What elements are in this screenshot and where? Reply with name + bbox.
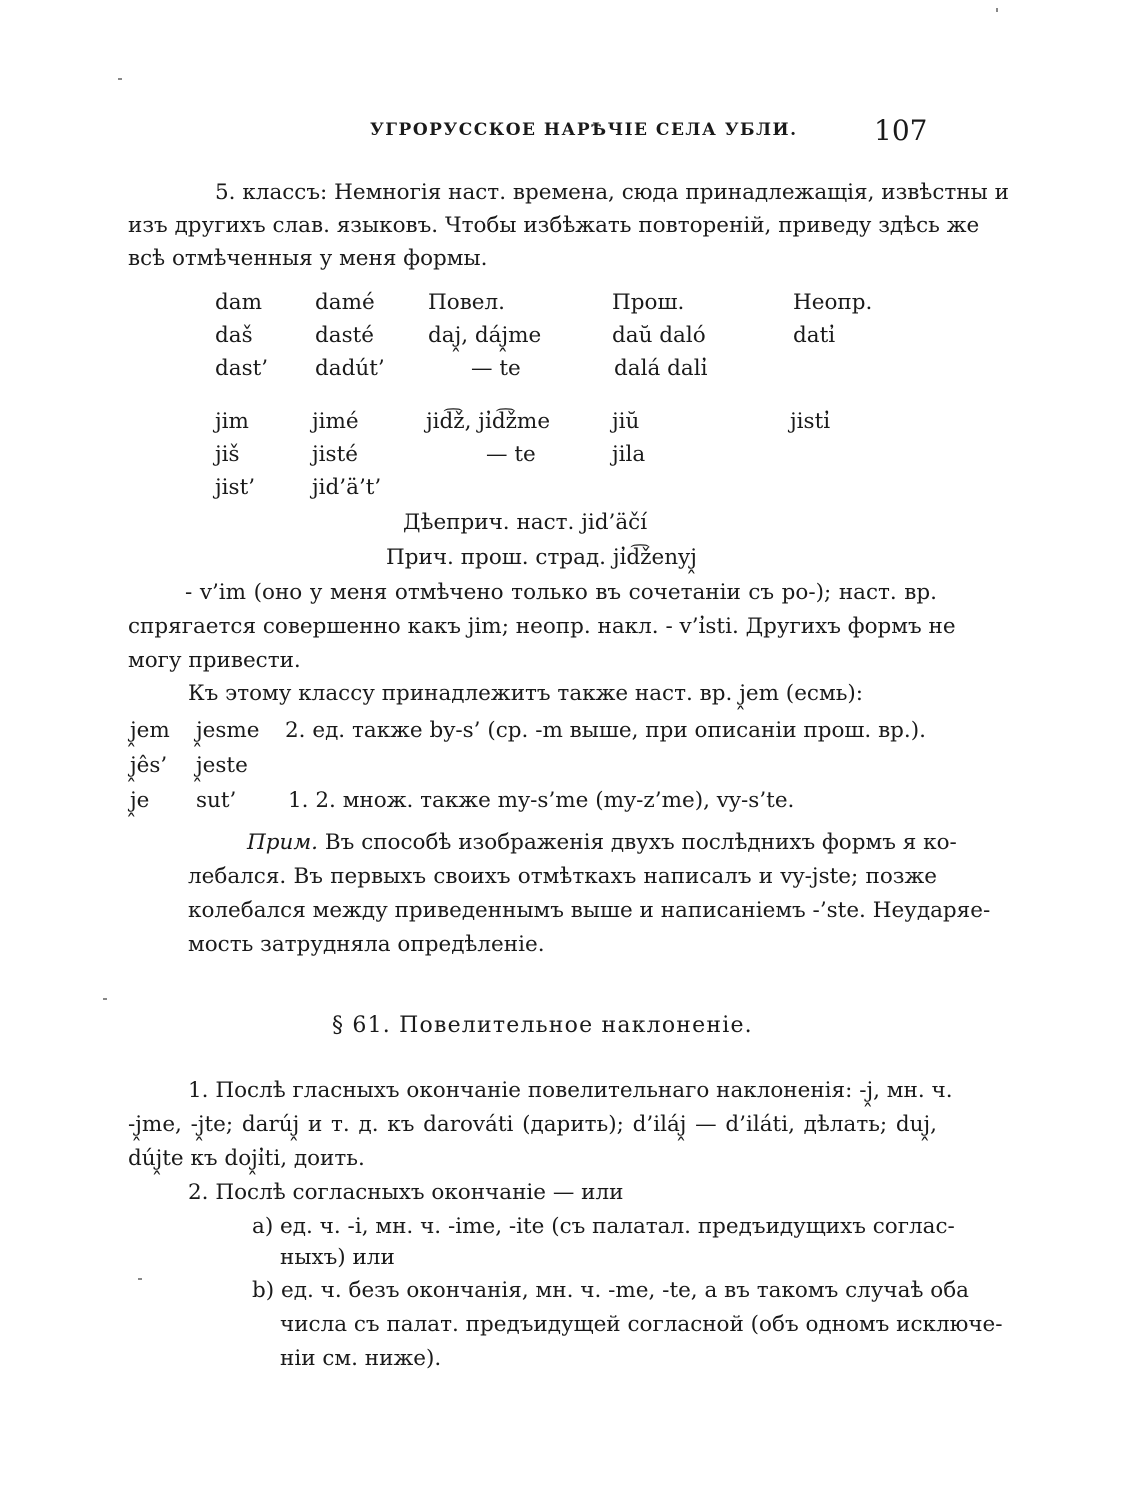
text-line: всѣ отмѣченныя у меня формы. [128,246,488,271]
text-line: ныхъ) или [280,1245,395,1270]
section-heading: § 61. Повелительное наклоненіе. [332,1013,753,1038]
text-line: мость затрудняла опредѣленіе. [188,932,545,957]
table-cell: jid’ä’t’ [312,475,382,500]
text-line: a) ед. ч. -i, мн. ч. -ime, -ite (съ палатал. предъидущихъ соглас- [252,1214,955,1239]
note-label: Прим. [247,830,319,855]
table-cell: Повел. [428,290,506,315]
table-cell: jisté [312,442,358,467]
text-line: изъ другихъ слав. языковъ. Чтобы избѣжать повтореній, приведу здѣсь же [128,213,980,238]
table-cell: dadút’ [315,356,385,381]
text-line: спрягается совершенно какъ jim; неопр. накл. - v’i̓sti. Другихъ формъ не [128,614,956,639]
table-cell: j̭e [130,788,150,813]
page-number: 107 [874,114,928,147]
table-cell: Прош. [612,290,685,315]
table-cell: damé [315,290,375,315]
text-line: 2. Послѣ согласныхъ окончаніе — или [188,1180,624,1205]
table-cell: sut’ [196,788,237,813]
table-cell: jist’ [215,475,256,500]
text-line: 1. Послѣ гласныхъ окончаніе повелительнаго наклоненія: -j̭, мн. ч. [188,1078,953,1103]
text-line: - v’im (оно у меня отмѣчено только въ сочетаніи съ po-); наст. вр. [185,580,937,605]
text-line: dúj̭te къ doj̭i̓ti, доить. [128,1146,365,1171]
table-cell: dati̓ [793,323,836,348]
table-cell: j̭esme [196,718,260,743]
table-cell: jisti̓ [790,409,831,434]
scan-speck [996,8,998,12]
table-cell: j̭este [196,753,248,778]
table-cell: dasté [315,323,374,348]
text-line: ніи см. ниже). [280,1346,442,1371]
table-cell: jiš [215,442,240,467]
text-line [247,830,957,855]
scan-speck [138,1278,142,1280]
table-cell: — te [486,442,536,467]
text-line: -j̭me, -j̭te; darúj̭ и т. д. къ darováti (дарить); d’iláj̭ — d’iláti, дѣлать; duj̭, [128,1112,937,1137]
table-cell: dalá dali̓ [614,356,708,381]
gerund-line: Дѣеприч. наст. jid’äčí [403,510,648,535]
table-cell: j̭em [130,718,170,743]
table-cell: daŭ daló [612,323,706,348]
passive-participle-line: Прич. прош. страд. ji̓d͡ženyj̭ [386,545,697,570]
table-cell: dast’ [215,356,269,381]
scan-speck [118,78,122,80]
text-line: колебался между приведеннымъ выше и написаніемъ -’ste. Неударяе- [188,898,991,923]
text-line: лебался. Въ первыхъ своихъ отмѣткахъ написалъ и vy-jste; позже [188,864,937,889]
text-line: числа съ палат. предъидущей согласной (объ одномъ исключе- [280,1312,1003,1337]
text-line: могу привести. [128,648,301,673]
table-cell: dam [215,290,262,315]
table-cell: jimé [312,409,359,434]
table-cell: daj̭, dáj̭me [428,323,542,348]
running-title: УГРОРУССКОЕ НАРѢЧІЕ СЕЛА УБЛИ. [370,120,798,140]
jem-intro: Къ этому классу принадлежитъ также наст. вр. j̭em (есмь): [188,681,864,706]
table-cell: Неопр. [793,290,873,315]
table-cell: jid͡ž, ji̓d͡žme [426,409,551,434]
table-cell: 1. 2. множ. также my-s’me (my-z’me), vy-s’te. [288,788,795,813]
text-line: 5. классъ: Немногія наст. времена, сюда принадлежащія, извѣстны и [215,180,1009,205]
text-line: b) ед. ч. безъ окончанія, мн. ч. -me, -te, а въ такомъ случаѣ оба [252,1278,969,1303]
table-cell: j̭ês’ [130,753,168,778]
table-cell: jim [215,409,249,434]
scan-speck [103,998,107,1000]
table-cell: jila [612,442,646,467]
table-cell: daš [215,323,253,348]
table-cell: jiŭ [612,409,640,434]
table-cell: — te [471,356,521,381]
note-text: Въ способѣ изображенія двухъ послѣднихъ формъ я ко- [324,830,957,855]
table-cell: 2. ед. также by-s’ (ср. -m выше, при описаніи прош. вр.). [285,718,926,743]
